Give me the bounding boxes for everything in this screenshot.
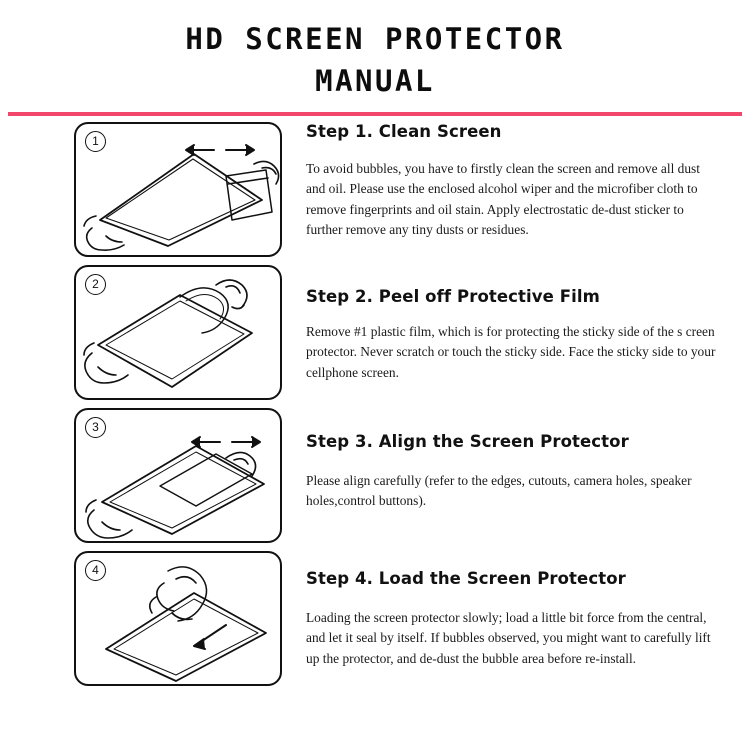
step-item	[0, 551, 750, 686]
page-header	[0, 0, 750, 102]
step-number-badge: 1	[85, 131, 106, 152]
step-2-text	[282, 265, 736, 383]
step-item	[0, 408, 750, 543]
step-2-body: Remove #1 plastic film, which is for protecting the sticky side of the s creen protector. Never scratch or touch the sticky side. Face the sticky side to your cellphone screen.	[306, 324, 716, 380]
step-4-illustration	[74, 551, 282, 686]
step-4-title: Step 4. Load the Screen Protector	[306, 569, 626, 589]
step-1-text	[282, 122, 736, 241]
step-4-body: Loading the screen protector slowly; load a little bit force from the central, and let it seal by itself. If bubbles observed, you might want to carefully lift up the protector, and de-dust the bubble area before re-install.	[306, 610, 711, 666]
steps-list	[0, 116, 750, 686]
load-protector-diagram	[76, 553, 282, 686]
page-title-line-2: MANUAL	[315, 64, 435, 99]
step-1-body: To avoid bubbles, you have to firstly clean the screen and remove all dust and oil. Please use the enclosed alcohol wiper and the microfiber cloth to remove fingerprints and oil stain. Apply electrostatic de-dust sticker to further remove any tiny dusts or residues.	[306, 161, 700, 238]
step-number-badge: 3	[85, 417, 106, 438]
peel-film-diagram	[76, 267, 282, 400]
step-item	[0, 265, 750, 400]
step-1-illustration	[74, 122, 282, 257]
clean-screen-diagram	[76, 124, 282, 257]
step-number-badge: 4	[85, 560, 106, 581]
step-3-illustration	[74, 408, 282, 543]
page-title-line-1: HD SCREEN PROTECTOR	[185, 22, 565, 56]
align-protector-diagram	[76, 410, 282, 543]
step-3-text	[282, 408, 736, 512]
step-2-illustration	[74, 265, 282, 400]
step-1-title: Step 1. Clean Screen	[306, 122, 502, 142]
step-item	[0, 122, 750, 257]
step-2-title: Step 2. Peel off Protective Film	[306, 287, 600, 307]
step-3-title: Step 3. Align the Screen Protector	[306, 432, 629, 452]
step-number-badge: 2	[85, 274, 106, 295]
step-3-body: Please align carefully (refer to the edges, cutouts, camera holes, speaker holes,control buttons).	[306, 473, 692, 509]
step-4-text	[282, 551, 736, 669]
